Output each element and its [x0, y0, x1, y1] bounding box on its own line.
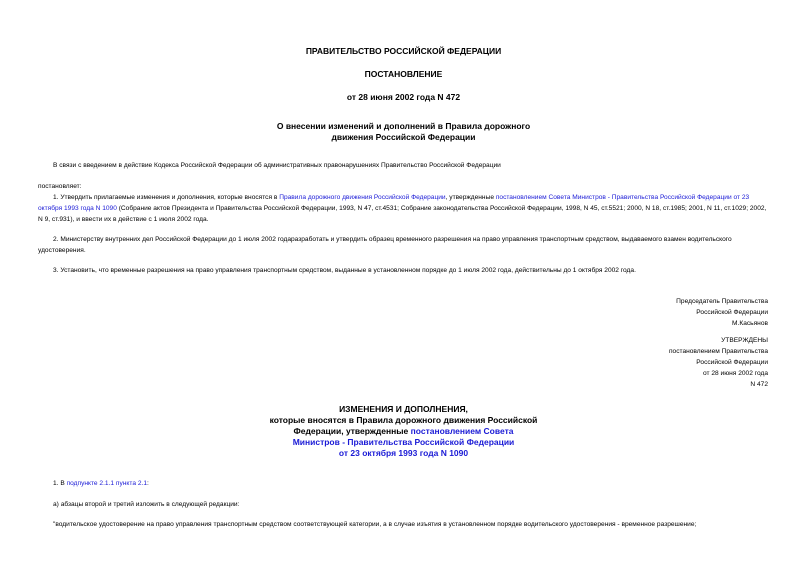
signature-line-2: Российской Федерации — [696, 309, 768, 316]
approval-line-2: постановлением Правительства — [668, 348, 768, 355]
approval-line-4: от 28 июня 2002 года — [702, 370, 768, 377]
approval-block — [568, 335, 768, 390]
item-1-text-c: (Собрание актов Президента и Правительства Российской Федерации, 1993, N 47, ст.4531; Собрание законодательства Российской Федерации, 1998, N 45, ст.5521; 2000, N 18, ст.1985; 2001, N 11, ст.1029; 2002, N 9, ст.931), и ввести их в действие с 1 июля 2002 года. — [38, 205, 767, 223]
approval-line-3: Российской Федерации — [696, 359, 768, 366]
signature-block — [568, 296, 768, 329]
item-1-text-b: , утвержденные — [445, 194, 496, 201]
point-1-text-a: 1. В — [53, 480, 67, 487]
annex-resolution-link[interactable]: постановлением Совета — [410, 426, 514, 436]
subpoint-2-1-1-link[interactable]: подпункте 2.1.1 пункта 2.1 — [66, 480, 147, 487]
document-date: от 28 июня 2002 года N 472 — [346, 92, 461, 102]
signature-line-1: Председатель Правительства — [676, 298, 768, 305]
document-title-line-1: О внесении изменений и дополнений в Правила дорожного — [276, 121, 531, 131]
annex-title-line-3 — [0, 426, 807, 437]
item-1-paragraph — [38, 192, 771, 225]
document-type: ПОСТАНОВЛЕНИЕ — [364, 69, 443, 79]
quote-paragraph: "водительское удостоверение на право управления транспортным средством соответствующей категории, а в случае изъятия в установленном порядке водительского удостоверения - временное разрешение; — [53, 521, 697, 528]
annex-title-line-5[interactable]: от 23 октября 1993 года N 1090 — [338, 448, 469, 458]
signature-line-3: М.Касьянов — [732, 320, 768, 327]
resolves-word: постановляет: — [38, 183, 82, 190]
annex-title-line-4[interactable]: Министров - Правительства Российской Федерации — [292, 437, 515, 447]
item-3-paragraph: 3. Установить, что временные разрешения на право управления транспортным средством, выданные в установленном порядке до 1 июля 2002 года, действительны до 1 октября 2002 года. — [53, 267, 636, 274]
annex-title-line-2: которые вносятся в Правила дорожного движения Российской — [269, 415, 538, 425]
sub-a-paragraph: а) абзацы второй и третий изложить в следующей редакции: — [53, 501, 240, 508]
item-1-text-a: 1. Утвердить прилагаемые изменения и дополнения, которые вносятся в — [53, 194, 280, 201]
document-title-line-2: движения Российской Федерации — [331, 132, 476, 142]
approval-line-5: N 472 — [750, 381, 768, 388]
approval-line-1: УТВЕРЖДЕНЫ — [721, 337, 768, 344]
council-resolution-link[interactable]: постановлением Совета Министров - Правительства Российской Федерации от 23 октября 1993 года N 1090 — [38, 194, 750, 212]
annex-title-line-3-text: Федерации, утвержденные — [293, 426, 411, 436]
traffic-rules-link[interactable]: Правила дорожного движения Российской Федерации — [279, 194, 446, 201]
item-2-paragraph: 2. Министерству внутренних дел Российской Федерации до 1 июля 2002 годаразработать и утвердить образец временного разрешения на право управления транспортным средством, выдаваемого взамен водительского удостоверения. — [38, 236, 732, 254]
annex-title-line-1: ИЗМЕНЕНИЯ И ДОПОЛНЕНИЯ, — [339, 404, 468, 414]
intro-paragraph: В связи с введением в действие Кодекса Российской Федерации об административных правонарушениях Правительство Российской Федерации — [53, 162, 501, 169]
point-1-paragraph — [38, 478, 771, 489]
point-1-text-b: : — [147, 480, 149, 487]
government-heading: ПРАВИТЕЛЬСТВО РОССИЙСКОЙ ФЕДЕРАЦИИ — [305, 46, 502, 56]
